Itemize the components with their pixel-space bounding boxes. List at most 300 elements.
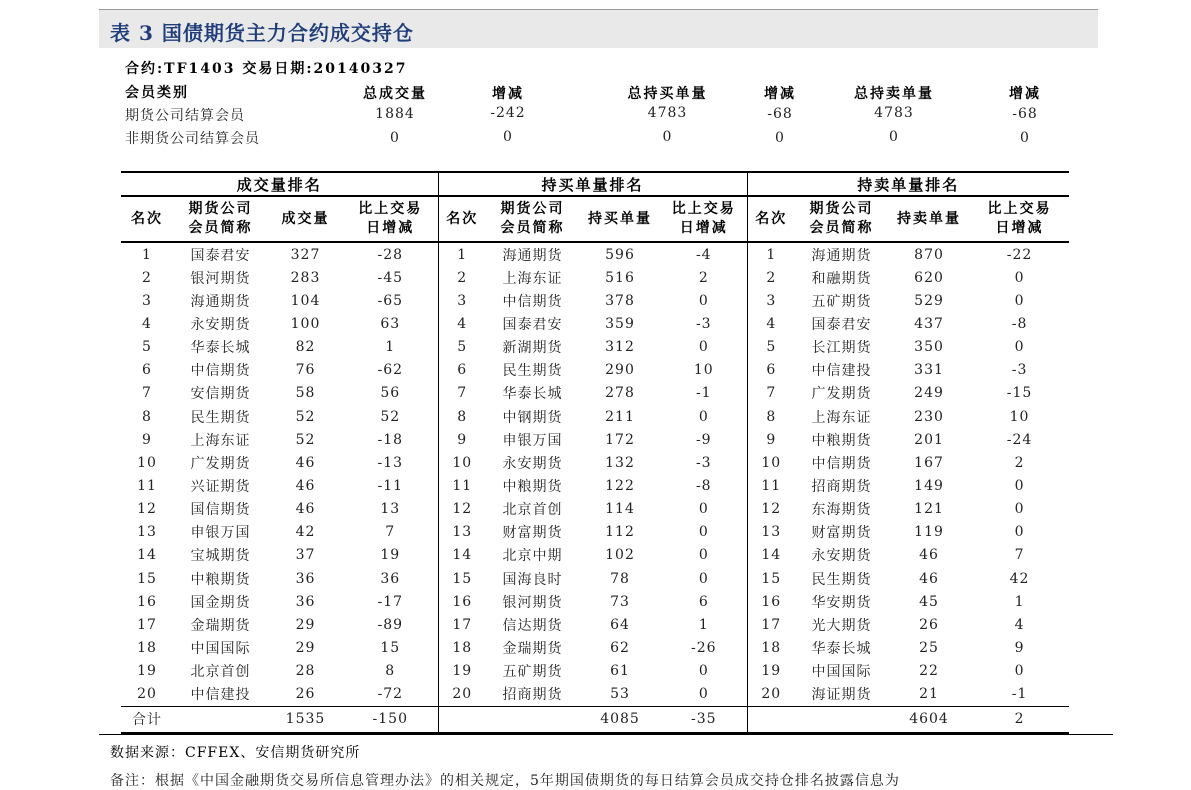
- cell-company: 金瑞期货: [190, 617, 251, 634]
- cell-rank: 19: [452, 663, 473, 680]
- summary-header-total-buy: 总持买单量: [627, 86, 708, 102]
- cell-volume: 42: [295, 524, 316, 541]
- cell-rank: 9: [142, 431, 152, 448]
- cell-company: 广发期货: [190, 455, 251, 472]
- cell-rank: 16: [761, 593, 782, 610]
- cell-company: 北京首创: [502, 502, 563, 519]
- cell-buy-change: 0: [661, 660, 747, 683]
- cell-company: 招商期货: [502, 687, 563, 704]
- cell-volume-change: -45: [343, 266, 438, 289]
- table-row: [121, 289, 1069, 312]
- cell-sell-change: 7: [1014, 547, 1025, 564]
- cell-rank: 5: [457, 339, 468, 356]
- cell-rank: 17: [137, 616, 157, 633]
- cell-buy-change: 2: [661, 266, 747, 289]
- cell-rank: 2: [457, 269, 468, 286]
- cell-rank: 10: [137, 454, 157, 471]
- cell-volume-change: -17: [343, 590, 438, 613]
- table-row: [121, 498, 1069, 521]
- cell-sell-change: 4: [1014, 616, 1025, 633]
- cell-volume: 76: [295, 362, 316, 379]
- cell-buy-qty: 78: [610, 570, 630, 587]
- cell-volume-change: 8: [343, 660, 438, 683]
- cell-buy-change: 10: [661, 359, 747, 382]
- cell-company: 华泰长城: [190, 340, 251, 357]
- table-row: [121, 567, 1069, 590]
- cell-sell-qty: 870: [914, 246, 944, 263]
- cell-sell-qty: 167: [914, 454, 944, 471]
- col-header-change: 比上交易 日增减: [343, 196, 438, 242]
- cell-rank: 16: [137, 593, 157, 610]
- cell-rank: 8: [142, 408, 152, 425]
- cell-volume-change: -13: [343, 451, 438, 474]
- cell-rank: 10: [761, 454, 782, 471]
- cell-volume-change: -11: [343, 474, 438, 497]
- summary-header-volume-change: 增减: [492, 86, 524, 102]
- cell-rank: 1: [457, 246, 468, 263]
- table-title-bar: [99, 9, 1098, 48]
- cell-volume: 36: [295, 570, 316, 587]
- cell-rank: 10: [452, 454, 473, 471]
- col-header-volume: 成交量: [268, 196, 343, 242]
- cell-buy-qty: 516: [605, 269, 635, 286]
- cell-company: 国金期货: [190, 594, 251, 611]
- cell-buy-change: 0: [661, 289, 747, 312]
- cell-company: 华泰长城: [502, 386, 563, 403]
- cell-company: 永安期货: [811, 548, 872, 565]
- cell-volume: 28: [295, 663, 316, 680]
- cell-company: 长江期货: [811, 340, 872, 357]
- cell-sell-qty: 46: [919, 570, 939, 587]
- cell-volume: 46: [295, 477, 316, 494]
- cell-rank: 6: [142, 362, 152, 379]
- cell-company: 华安期货: [811, 594, 872, 611]
- col-header-company: 期货公司 会员简称: [795, 196, 888, 242]
- col-header-rank: 名次: [121, 196, 173, 242]
- total-buy: 4085: [579, 706, 661, 733]
- cell-sell-qty: 350: [914, 339, 944, 356]
- cell-company: 财富期货: [502, 525, 563, 542]
- cell-sell-change: 10: [1009, 408, 1030, 425]
- cell-company: 海通期货: [502, 247, 563, 264]
- cell-company: 中信期货: [811, 455, 872, 472]
- cell-buy-change: -9: [661, 428, 747, 451]
- table-row: [121, 312, 1069, 335]
- summary-row-label: 期货公司结算会员: [125, 108, 245, 124]
- cell-volume: 46: [295, 501, 316, 518]
- cell-rank: 17: [452, 616, 473, 633]
- cell-rank: 20: [452, 686, 473, 703]
- cell-company: 银河期货: [502, 594, 563, 611]
- cell-sell-change: -3: [1011, 362, 1028, 379]
- total-buy-change: -35: [661, 706, 747, 733]
- cell-rank: 19: [761, 663, 782, 680]
- data-source: 数据来源：CFFEX、安信期货研究所: [110, 745, 361, 761]
- cell-buy-qty: 112: [605, 524, 635, 541]
- table-row: [121, 683, 1069, 707]
- cell-company: 民生期货: [502, 363, 563, 380]
- cell-company: 永安期货: [502, 455, 563, 472]
- cell-rank: 20: [137, 686, 157, 703]
- cell-sell-change: 0: [1014, 501, 1025, 518]
- cell-rank: 14: [761, 547, 782, 564]
- cell-volume: 37: [295, 547, 316, 564]
- cell-rank: 15: [452, 570, 473, 587]
- cell-rank: 8: [457, 408, 468, 425]
- cell-volume-change: -28: [343, 242, 438, 266]
- cell-volume-change: 19: [343, 544, 438, 567]
- cell-company: 东海期货: [811, 502, 872, 519]
- cell-sell-change: 42: [1009, 570, 1030, 587]
- summary-cell: -242: [490, 105, 526, 121]
- cell-company: 中信建投: [811, 363, 872, 380]
- cell-buy-change: 1: [661, 613, 747, 636]
- cell-rank: 7: [142, 385, 152, 402]
- cell-company: 新湖期货: [502, 340, 563, 357]
- cell-company: 宝城期货: [190, 548, 251, 565]
- section-title-sell: 持卖单量排名: [747, 172, 1069, 196]
- cell-volume-change: 1: [343, 336, 438, 359]
- table-row: [121, 613, 1069, 636]
- cell-company: 财富期货: [811, 525, 872, 542]
- cell-buy-change: 0: [661, 683, 747, 707]
- summary-cell: 4783: [874, 105, 914, 121]
- cell-sell-qty: 331: [914, 362, 944, 379]
- cell-volume: 29: [295, 616, 316, 633]
- cell-sell-change: 0: [1014, 663, 1025, 680]
- summary-row-label: 非期货公司结算会员: [125, 131, 260, 147]
- cell-rank: 18: [452, 639, 473, 656]
- cell-volume-change: -72: [343, 683, 438, 707]
- cell-rank: 2: [766, 269, 777, 286]
- cell-volume: 283: [290, 269, 321, 286]
- cell-company: 北京首创: [190, 664, 251, 681]
- summary-cell: -68: [767, 106, 793, 122]
- cell-rank: 18: [761, 639, 782, 656]
- cell-rank: 14: [452, 547, 473, 564]
- cell-rank: 3: [766, 292, 777, 309]
- cell-company: 北京中期: [502, 548, 563, 565]
- cell-buy-change: -26: [661, 636, 747, 659]
- cell-rank: 13: [761, 524, 782, 541]
- cell-buy-change: -3: [661, 312, 747, 335]
- cell-volume: 29: [295, 639, 316, 656]
- cell-sell-change: 2: [1014, 454, 1025, 471]
- cell-sell-qty: 201: [914, 431, 944, 448]
- cell-buy-qty: 62: [610, 639, 630, 656]
- cell-sell-change: -22: [1006, 246, 1033, 263]
- cell-rank: 14: [137, 547, 157, 564]
- cell-volume-change: -62: [343, 359, 438, 382]
- cell-sell-qty: 121: [914, 501, 944, 518]
- cell-company: 海通期货: [190, 293, 251, 310]
- cell-rank: 9: [457, 431, 468, 448]
- cell-rank: 20: [761, 686, 782, 703]
- ranking-total-row: [121, 706, 1069, 733]
- cell-buy-qty: 211: [605, 408, 635, 425]
- cell-volume-change: -89: [343, 613, 438, 636]
- cell-sell-qty: 22: [919, 663, 939, 680]
- summary-cell: 0: [1020, 130, 1030, 146]
- summary-header-category: 会员类别: [125, 85, 189, 101]
- cell-buy-change: -1: [661, 382, 747, 405]
- ranking-table-wrapper: [121, 171, 1069, 729]
- cell-volume-change: 15: [343, 636, 438, 659]
- cell-sell-qty: 620: [914, 269, 944, 286]
- table-row: [121, 474, 1069, 497]
- summary-header-total-sell: 总持卖单量: [854, 86, 934, 102]
- ranking-table: [121, 171, 1069, 734]
- col-header-buy: 持买单量: [579, 196, 661, 242]
- summary-cell: 0: [503, 129, 513, 145]
- cell-company: 光大期货: [811, 617, 872, 634]
- cell-rank: 13: [137, 524, 157, 541]
- cell-company: 国泰君安: [811, 316, 872, 333]
- ranking-table-body: [121, 242, 1069, 706]
- cell-sell-change: -1: [1011, 686, 1028, 703]
- cell-rank: 1: [766, 246, 777, 263]
- section-title-buy: 持买单量排名: [438, 172, 747, 196]
- cell-rank: 16: [452, 593, 473, 610]
- ranking-column-header-row: [121, 196, 1069, 242]
- cell-rank: 7: [766, 385, 777, 402]
- cell-buy-qty: 61: [610, 663, 630, 680]
- cell-buy-qty: 312: [605, 339, 635, 356]
- cell-sell-qty: 26: [919, 616, 939, 633]
- summary-header-buy-change: 增减: [764, 86, 796, 102]
- cell-sell-change: -8: [1011, 315, 1028, 332]
- cell-volume: 52: [295, 431, 316, 448]
- cell-buy-qty: 122: [605, 477, 635, 494]
- cell-company: 民生期货: [811, 571, 872, 588]
- cell-rank: 15: [137, 570, 157, 587]
- cell-buy-change: 0: [661, 544, 747, 567]
- cell-rank: 12: [137, 501, 157, 518]
- col-header-rank: 名次: [438, 196, 486, 242]
- cell-company: 五矿期货: [811, 293, 872, 310]
- summary-cell: 0: [390, 130, 400, 146]
- table-title: 表 3 国债期货主力合约成交持仓: [110, 21, 414, 45]
- cell-sell-change: 0: [1014, 339, 1025, 356]
- cell-buy-change: -8: [661, 474, 747, 497]
- cell-volume-change: 52: [343, 405, 438, 428]
- summary-header-total-volume: 总成交量: [363, 86, 427, 102]
- total-volume: 1535: [268, 706, 343, 733]
- table-row: [121, 336, 1069, 359]
- cell-buy-change: 0: [661, 567, 747, 590]
- total-sell: 4604: [888, 706, 970, 733]
- table-row: [121, 382, 1069, 405]
- col-header-company: 期货公司 会员简称: [486, 196, 579, 242]
- summary-cell: 1884: [375, 106, 415, 122]
- cell-company: 中粮期货: [811, 432, 872, 449]
- cell-volume: 58: [295, 385, 316, 402]
- cell-volume-change: 7: [343, 521, 438, 544]
- summary-cell: 0: [662, 129, 673, 145]
- cell-volume-change: 13: [343, 498, 438, 521]
- cell-company: 和融期货: [811, 270, 872, 287]
- cell-rank: 12: [761, 501, 782, 518]
- summary-cell: -68: [1012, 106, 1038, 122]
- cell-company: 海证期货: [811, 687, 872, 704]
- cell-company: 国泰君安: [190, 247, 251, 264]
- cell-rank: 4: [457, 315, 468, 332]
- ranking-section-header-row: [121, 172, 1069, 196]
- cell-buy-qty: 278: [605, 385, 635, 402]
- cell-rank: 15: [761, 570, 782, 587]
- cell-volume: 82: [295, 339, 316, 356]
- total-volume-change: -150: [343, 706, 438, 733]
- cell-company: 国信期货: [190, 502, 251, 519]
- cell-company: 中国国际: [811, 664, 872, 681]
- cell-rank: 3: [142, 292, 152, 309]
- cell-company: 上海东证: [502, 270, 563, 287]
- cell-rank: 5: [142, 339, 152, 356]
- cell-sell-change: 0: [1014, 524, 1025, 541]
- footnote: 备注：根据《中国金融期货交易所信息管理办法》的相关规定，5年期国债期货的每日结算会员成交持仓排名披露信息为: [110, 773, 900, 789]
- cell-buy-change: 0: [661, 336, 747, 359]
- cell-company: 申银万国: [502, 432, 563, 449]
- cell-company: 广发期货: [811, 386, 872, 403]
- cell-company: 招商期货: [811, 478, 872, 495]
- cell-company: 上海东证: [811, 409, 872, 426]
- cell-volume: 52: [295, 408, 316, 425]
- cell-buy-change: 0: [661, 521, 747, 544]
- cell-buy-qty: 172: [605, 431, 635, 448]
- cell-company: 兴证期货: [190, 478, 251, 495]
- cell-company: 五矿期货: [502, 664, 563, 681]
- cell-sell-change: 1: [1014, 593, 1025, 610]
- cell-rank: 6: [766, 362, 777, 379]
- footer-divider: [99, 734, 1113, 735]
- cell-sell-qty: 21: [919, 686, 939, 703]
- cell-buy-qty: 53: [610, 686, 630, 703]
- summary-header-sell-change: 增减: [1009, 86, 1041, 102]
- cell-volume: 100: [290, 315, 321, 332]
- table-row: [121, 636, 1069, 659]
- cell-company: 华泰长城: [811, 640, 872, 657]
- cell-company: 金瑞期货: [502, 640, 563, 657]
- cell-volume: 327: [290, 246, 321, 263]
- cell-rank: 12: [452, 501, 473, 518]
- cell-rank: 7: [457, 385, 468, 402]
- cell-volume-change: 63: [343, 312, 438, 335]
- table-row: [121, 242, 1069, 266]
- cell-rank: 11: [452, 477, 473, 494]
- cell-rank: 6: [457, 362, 468, 379]
- col-header-change: 比上交易 日增减: [970, 196, 1069, 242]
- col-header-rank: 名次: [747, 196, 795, 242]
- table-row: [121, 521, 1069, 544]
- cell-sell-qty: 46: [919, 547, 939, 564]
- cell-rank: 9: [766, 431, 777, 448]
- cell-rank: 4: [766, 315, 777, 332]
- cell-rank: 17: [761, 616, 782, 633]
- cell-rank: 3: [457, 292, 468, 309]
- contract-info: 合约:TF1403 交易日期:20140327: [125, 61, 408, 77]
- cell-rank: 11: [761, 477, 782, 494]
- cell-volume-change: -65: [343, 289, 438, 312]
- table-row: [121, 544, 1069, 567]
- cell-sell-qty: 529: [914, 292, 944, 309]
- cell-buy-qty: 596: [605, 246, 635, 263]
- cell-rank: 13: [452, 524, 473, 541]
- cell-buy-qty: 64: [610, 616, 630, 633]
- cell-sell-change: 9: [1014, 639, 1025, 656]
- cell-company: 中信期货: [190, 363, 251, 380]
- cell-buy-qty: 114: [605, 501, 635, 518]
- cell-sell-qty: 249: [914, 385, 944, 402]
- table-row: [121, 660, 1069, 683]
- cell-sell-qty: 25: [919, 639, 939, 656]
- cell-rank: 5: [766, 339, 777, 356]
- cell-sell-change: -15: [1006, 385, 1033, 402]
- cell-buy-qty: 290: [605, 362, 635, 379]
- cell-company: 申银万国: [190, 525, 251, 542]
- cell-buy-qty: 378: [605, 292, 635, 309]
- cell-volume: 26: [295, 686, 316, 703]
- cell-sell-qty: 437: [914, 315, 944, 332]
- cell-buy-change: 0: [661, 405, 747, 428]
- cell-buy-change: -3: [661, 451, 747, 474]
- cell-buy-qty: 73: [610, 593, 630, 610]
- cell-volume-change: 56: [343, 382, 438, 405]
- cell-rank: 4: [142, 315, 152, 332]
- cell-volume: 46: [295, 454, 316, 471]
- col-header-change: 比上交易 日增减: [661, 196, 747, 242]
- cell-rank: 18: [137, 639, 157, 656]
- cell-sell-change: 0: [1014, 292, 1025, 309]
- cell-sell-change: -24: [1006, 431, 1033, 448]
- total-sell-change: 2: [970, 706, 1069, 733]
- cell-company: 中粮期货: [190, 571, 251, 588]
- cell-company: 银河期货: [190, 270, 251, 287]
- cell-company: 中信期货: [502, 293, 563, 310]
- cell-sell-qty: 230: [914, 408, 944, 425]
- table-row: [121, 405, 1069, 428]
- cell-buy-change: 0: [661, 498, 747, 521]
- cell-sell-qty: 149: [914, 477, 944, 494]
- cell-company: 永安期货: [190, 316, 251, 333]
- cell-volume-change: -18: [343, 428, 438, 451]
- table-row: [121, 266, 1069, 289]
- table-row: [121, 590, 1069, 613]
- summary-cell: 0: [775, 130, 785, 146]
- summary-cell: 0: [889, 129, 899, 145]
- table-row: [121, 359, 1069, 382]
- cell-sell-qty: 119: [914, 524, 944, 541]
- cell-company: 海通期货: [811, 247, 872, 264]
- cell-rank: 8: [766, 408, 777, 425]
- cell-company: 中信建投: [190, 687, 251, 704]
- cell-rank: 19: [137, 663, 157, 680]
- cell-company: 民生期货: [190, 409, 251, 426]
- cell-company: 安信期货: [190, 386, 251, 403]
- cell-company: 信达期货: [502, 617, 563, 634]
- section-title-volume: 成交量排名: [121, 172, 438, 196]
- table-row: [121, 451, 1069, 474]
- cell-volume-change: 36: [343, 567, 438, 590]
- cell-company: 中国国际: [190, 640, 251, 657]
- cell-company: 上海东证: [190, 432, 251, 449]
- table-row: [121, 428, 1069, 451]
- cell-company: 中钢期货: [502, 409, 563, 426]
- cell-buy-change: 6: [661, 590, 747, 613]
- summary-cell: 4783: [647, 105, 688, 121]
- cell-buy-qty: 359: [605, 315, 635, 332]
- cell-company: 中粮期货: [502, 478, 563, 495]
- cell-sell-qty: 45: [919, 593, 939, 610]
